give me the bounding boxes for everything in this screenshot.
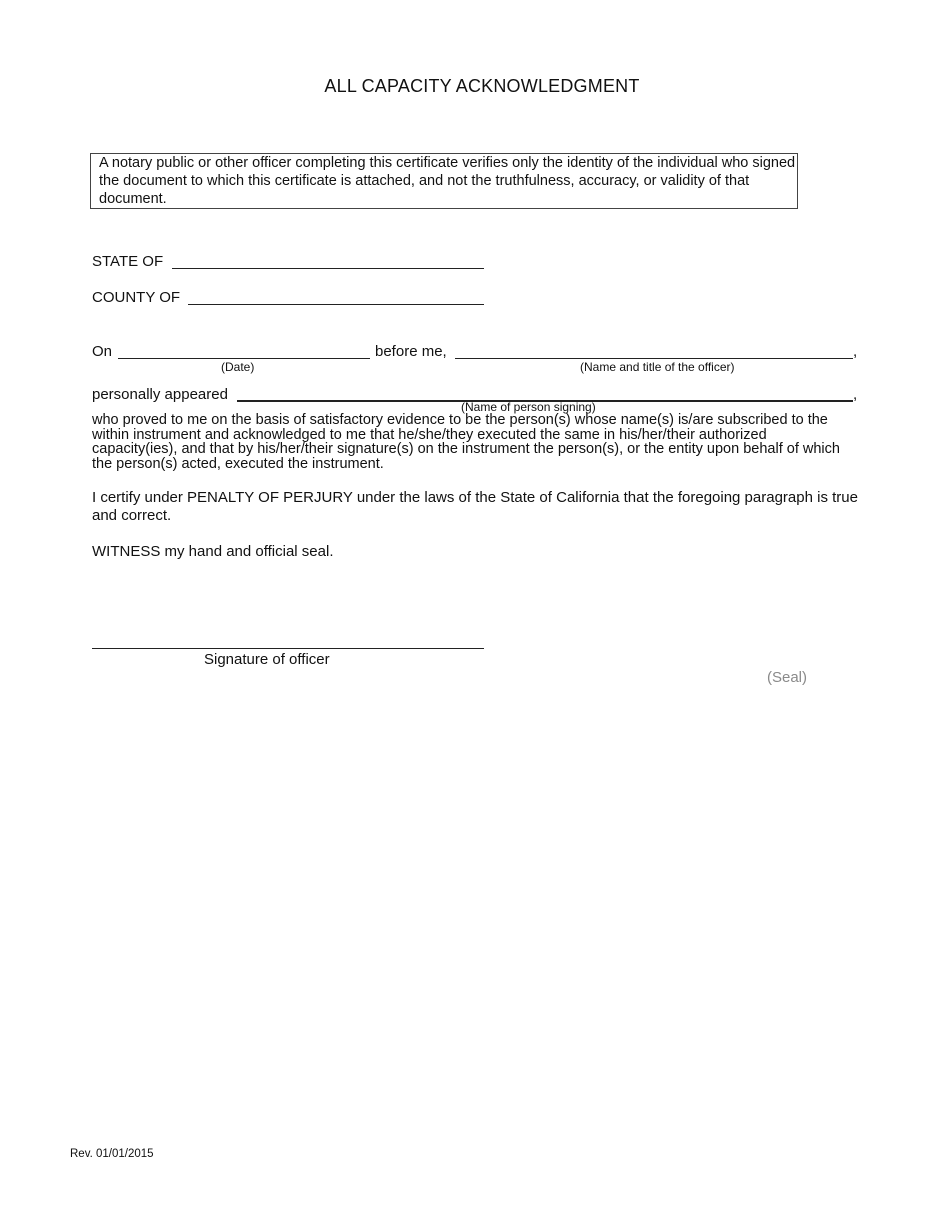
revision-date: Rev. 01/01/2015	[70, 1148, 154, 1160]
officer-line-comma: ,	[853, 343, 858, 360]
personally-appeared-label: personally appeared	[92, 386, 228, 403]
signature-caption: Signature of officer	[204, 651, 330, 668]
date-field-line[interactable]	[118, 358, 370, 359]
officer-caption: (Name and title of the officer)	[580, 360, 735, 374]
notice-box: A notary public or other officer completing this certificate verifies only the identity of the individual who signed the document to which this certificate is attached, and not the truthfulness, accuracy, or validity of that document.	[90, 153, 798, 209]
before-me-label: before me,	[375, 343, 447, 360]
witness-statement: WITNESS my hand and official seal.	[92, 543, 334, 560]
state-label: STATE OF	[92, 253, 164, 270]
county-label: COUNTY OF	[92, 289, 181, 306]
on-label: On	[92, 343, 113, 360]
county-field-line[interactable]	[188, 304, 484, 305]
signature-field-line[interactable]	[92, 648, 484, 649]
person-signing-caption: (Name of person signing)	[461, 400, 596, 414]
state-field-line[interactable]	[172, 268, 484, 269]
document-title: ALL CAPACITY ACKNOWLEDGMENT	[324, 76, 640, 96]
certify-paragraph: I certify under PENALTY OF PERJURY under the laws of the State of California that the foregoing paragraph is true and correct.	[92, 489, 858, 524]
proof-paragraph: who proved to me on the basis of satisfactory evidence to be the person(s) whose name(s) is/are subscribed to the within instrument and acknowledged to me that he/she/they executed the same in his/her/their authorized capacity(ies), and that by his/her/their signature(s) on the instrument the person(s), or the entity upon behalf of which the person(s) acted, executed the instrument.	[92, 412, 840, 472]
date-caption: (Date)	[221, 360, 255, 374]
person-line-comma: ,	[853, 386, 858, 403]
officer-field-line[interactable]	[455, 358, 853, 359]
seal-placeholder: (Seal)	[767, 669, 808, 686]
